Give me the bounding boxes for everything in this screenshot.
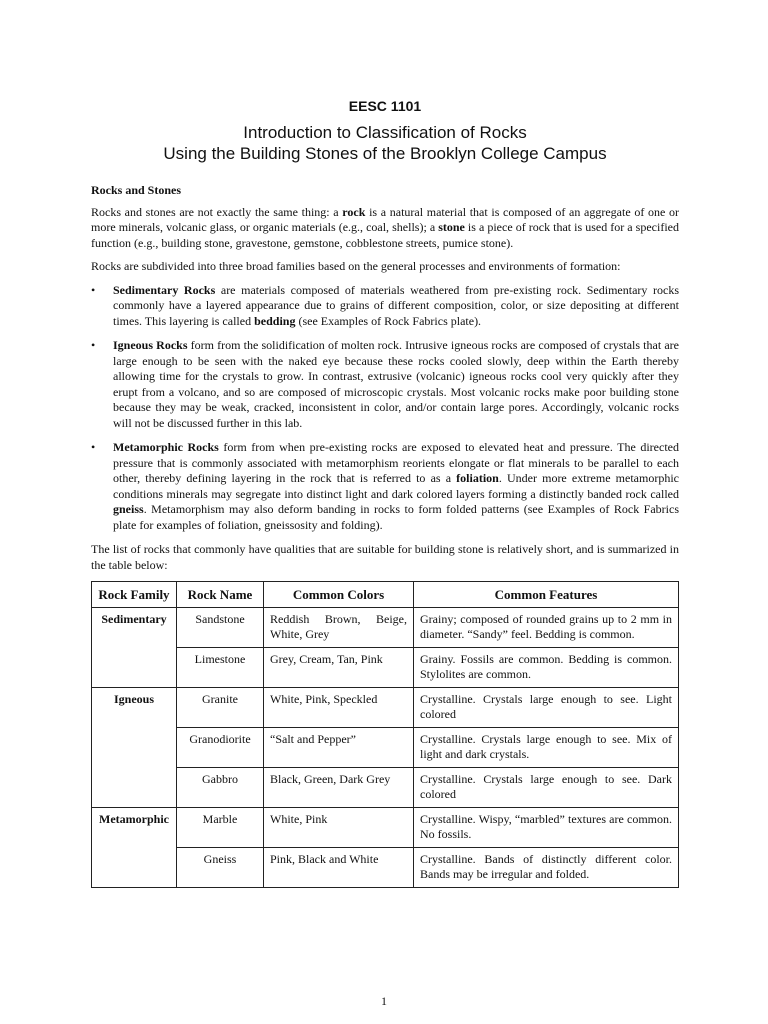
bullet-icon: • xyxy=(91,440,96,454)
family-metamorphic: Metamorphic xyxy=(92,807,177,887)
table-row xyxy=(92,607,679,647)
table-row xyxy=(92,847,679,887)
rock-name: Limestone xyxy=(177,647,264,687)
header-rock-family: Rock Family xyxy=(92,582,177,608)
header-common-colors: Common Colors xyxy=(264,582,414,608)
title-line-2: Using the Building Stones of the Brooklyn College Campus xyxy=(163,144,607,163)
section-heading: Rocks and Stones xyxy=(91,183,182,197)
rock-features: Crystalline. Bands of distinctly different color. Bands may be irregular and folded. xyxy=(414,847,679,887)
rock-colors: White, Pink xyxy=(264,807,414,847)
rock-features: Grainy; composed of rounded grains up to 2 mm in diameter. “Sandy” feel. Bedding is common. xyxy=(414,607,679,647)
rock-name: Granodiorite xyxy=(177,727,264,767)
rock-features: Crystalline. Crystals large enough to see. Light colored xyxy=(414,687,679,727)
rock-colors: Grey, Cream, Tan, Pink xyxy=(264,647,414,687)
rock-name: Sandstone xyxy=(177,607,264,647)
rock-features: Crystalline. Wispy, “marbled” textures are common. No fossils. xyxy=(414,807,679,847)
header-common-features: Common Features xyxy=(414,582,679,608)
header-rock-name: Rock Name xyxy=(177,582,264,608)
building-stone-table xyxy=(91,581,679,888)
rock-colors: “Salt and Pepper” xyxy=(264,727,414,767)
rock-name: Marble xyxy=(177,807,264,847)
list-item-igneous: • Igneous Rocks form from the solidification of molten rock. Intrusive igneous rocks are composed of crystals that are large enough to be seen with the naked eye because these rocks cooled slowly, deep within the Earth thereby allowing time for the crystals to grow. In contrast, extrusive (volcanic) igneous rocks cool very quickly after they erupt from a volcano, and so are composed of microscopic crystals. Most volcanic rocks make poor building stone because they may be weak, cracked, inconsistent in color, and/or contain large pores. Accordingly, volcanic rocks will not be discussed further in this lab. xyxy=(91,338,679,430)
table-row xyxy=(92,727,679,767)
term-rock: rock xyxy=(342,204,366,219)
rock-name: Gabbro xyxy=(177,767,264,807)
rock-name: Gneiss xyxy=(177,847,264,887)
rock-colors: Reddish Brown, Beige, White, Grey xyxy=(264,607,414,647)
list-item-metamorphic: • Metamorphic Rocks form from when pre-existing rocks are exposed to elevated heat and pressure. The directed pressure that is commonly associated with metamorphism reorients elongate or flat minerals to be parallel to each other, thereby defining layering in the rock that is referred to as a foliation. Under more extreme metamorphic conditions minerals may segregate into distinct light and dark colored layers forming a distinctly banded rock called gneiss. Metamorphism may also deform banding in rocks to form folded patterns (see Examples of Rock Fabrics plate for examples of foliation, gneissosity and folding). xyxy=(91,440,679,532)
paragraph-families-intro: Rocks are subdivided into three broad families based on the general processes and environments of formation: xyxy=(91,259,621,273)
rock-features: Crystalline. Crystals large enough to see. Dark colored xyxy=(414,767,679,807)
rock-colors: White, Pink, Speckled xyxy=(264,687,414,727)
list-item-sedimentary: • Sedimentary Rocks are materials composed of materials weathered from pre-existing rock. Sedimentary rocks commonly have a layered appearance due to grains of different composition, color, or size depositing at different times. This layering is called bedding (see Examples of Rock Fabrics plate). xyxy=(91,282,679,328)
rock-colors: Pink, Black and White xyxy=(264,847,414,887)
page-number: 1 xyxy=(381,994,387,1008)
rock-features: Crystalline. Crystals large enough to see. Mix of light and dark crystals. xyxy=(414,727,679,767)
table-row xyxy=(92,687,679,727)
term-stone: stone xyxy=(438,220,465,234)
table-header-row xyxy=(92,582,679,608)
rock-features: Grainy. Fossils are common. Bedding is common. Stylolites are common. xyxy=(414,647,679,687)
rock-name: Granite xyxy=(177,687,264,727)
table-row xyxy=(92,807,679,847)
body-content xyxy=(91,183,679,888)
bullet-icon: • xyxy=(91,338,96,352)
title-line-1: Introduction to Classification of Rocks xyxy=(243,123,527,142)
rock-colors: Black, Green, Dark Grey xyxy=(264,767,414,807)
table-row xyxy=(92,767,679,807)
paragraph-table-intro: The list of rocks that commonly have qualities that are suitable for building stone is relatively short, and is summarized in the table below: xyxy=(91,542,679,572)
paragraph-rocks-vs-stones: Rocks and stones are not exactly the same thing: a rock is a natural material that is composed of an aggregate of one or more minerals, volcanic glass, or organic materials (e.g., coal, shells); a stone is a piece of rock that is used for a specified function (e.g., building stone, gravestone, gemstone, cobblestone streets, pumice stone). xyxy=(91,204,679,250)
bullet-icon: • xyxy=(91,282,96,297)
table-row xyxy=(92,647,679,687)
family-igneous: Igneous xyxy=(92,687,177,807)
family-sedimentary: Sedimentary xyxy=(92,607,177,687)
document-title xyxy=(91,122,679,164)
course-code: EESC 1101 xyxy=(348,98,422,114)
rock-family-list xyxy=(91,283,679,534)
